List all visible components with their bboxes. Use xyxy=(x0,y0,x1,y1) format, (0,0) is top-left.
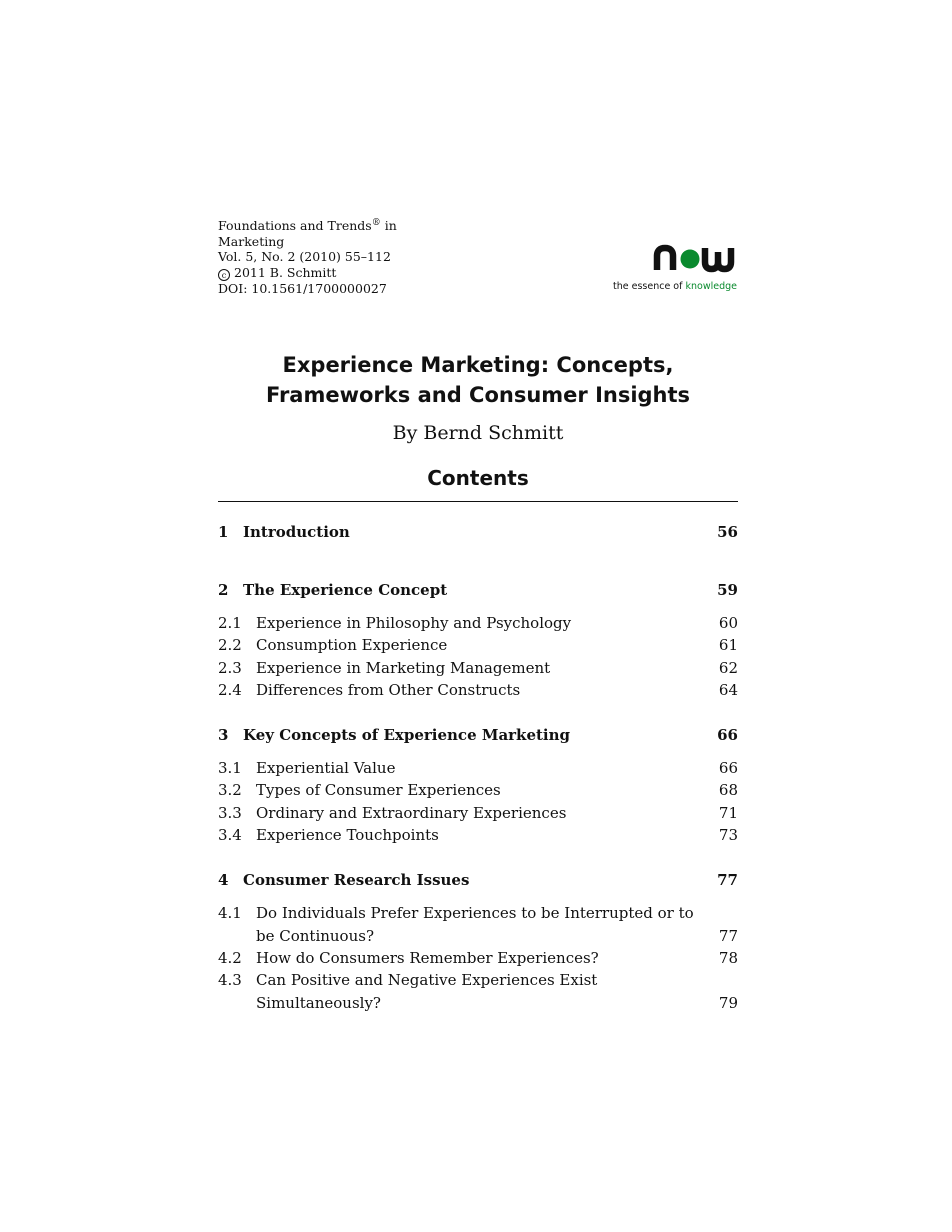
section-number: 2.1 xyxy=(218,614,242,632)
toc-chapter[interactable] xyxy=(218,723,738,747)
toc-section[interactable] xyxy=(218,947,738,969)
copyright-line: c 2011 B. Schmitt xyxy=(218,265,397,281)
toc-section[interactable] xyxy=(218,757,738,779)
section-title: Can Positive and Negative Experiences Exist Simultaneously? xyxy=(256,971,598,1012)
section-title: Do Individuals Prefer Experiences to be Interrupted or to be Continuous? xyxy=(256,904,694,945)
chapter-page-number: 56 xyxy=(717,523,738,541)
logo-tagline: the essence of knowledge xyxy=(613,281,737,292)
author-line: By Bernd Schmitt xyxy=(392,422,564,444)
copyright-icon: c xyxy=(218,269,230,281)
section-title: Types of Consumer Experiences xyxy=(256,781,501,800)
contents-divider xyxy=(218,501,738,502)
section-page-number: 60 xyxy=(718,614,738,632)
section-page-number: 66 xyxy=(718,759,738,778)
section-number: 4.1 xyxy=(218,904,242,923)
section-page-number: 78 xyxy=(718,948,738,967)
section-number: 3.1 xyxy=(218,759,242,778)
toc-section[interactable] xyxy=(218,969,738,1014)
contents-heading: Contents xyxy=(427,466,529,490)
section-number: 4.2 xyxy=(218,948,242,967)
section-number: 2.3 xyxy=(218,658,242,677)
chapter-title: Consumer Research Issues xyxy=(243,871,470,890)
chapter-title: Introduction xyxy=(243,523,350,541)
chapter-page-number: 77 xyxy=(717,871,738,890)
section-number: 2.2 xyxy=(218,636,242,655)
section-title: Experiential Value xyxy=(256,759,396,778)
section-page-number: 79 xyxy=(718,993,738,1012)
section-title: Experience in Marketing Management xyxy=(256,658,551,677)
toc-chapter[interactable] xyxy=(218,520,738,544)
registered-mark: ® xyxy=(371,217,381,228)
journal-line: Foundations and Trends® in xyxy=(218,217,397,233)
document-title xyxy=(218,350,738,410)
toc-section[interactable] xyxy=(218,902,738,947)
section-title: Consumption Experience xyxy=(256,636,448,655)
table-of-contents xyxy=(218,520,738,1014)
chapter-page-number: 59 xyxy=(717,581,738,599)
section-title: How do Consumers Remember Experiences? xyxy=(256,948,599,967)
section-page-number: 73 xyxy=(718,826,738,845)
section-title: Ordinary and Extraordinary Experiences xyxy=(256,803,567,822)
doi-line: DOI: 10.1561/1700000027 xyxy=(218,280,387,296)
journal-field: Marketing xyxy=(218,233,285,249)
publication-metadata xyxy=(218,218,397,296)
toc-chapter[interactable] xyxy=(218,868,738,892)
volume-line: Vol. 5, No. 2 (2010) 55–112 xyxy=(218,249,391,264)
toc-section[interactable] xyxy=(218,657,738,679)
toc-section[interactable] xyxy=(218,679,738,701)
section-page-number: 62 xyxy=(718,658,738,677)
toc-section[interactable] xyxy=(218,634,738,656)
section-title: Experience Touchpoints xyxy=(256,826,439,845)
toc-section[interactable] xyxy=(218,824,738,846)
section-page-number: 61 xyxy=(718,636,738,655)
chapter-number: 1 xyxy=(218,523,229,541)
chapter-title: The Experience Concept xyxy=(243,581,448,599)
toc-section[interactable] xyxy=(218,612,738,634)
section-page-number: 68 xyxy=(718,781,738,800)
chapter-number: 4 xyxy=(218,871,229,890)
toc-chapter[interactable] xyxy=(218,578,738,602)
toc-section[interactable] xyxy=(218,779,738,801)
toc-section[interactable] xyxy=(218,802,738,824)
section-page-number: 77 xyxy=(718,926,738,945)
section-number: 3.2 xyxy=(218,781,242,800)
chapter-page-number: 66 xyxy=(717,726,738,745)
section-number: 3.4 xyxy=(218,826,242,845)
section-page-number: 71 xyxy=(718,803,738,822)
chapter-number: 2 xyxy=(218,581,229,599)
section-title: Differences from Other Constructs xyxy=(256,680,521,699)
title-line-1: Experience Marketing: Concepts, xyxy=(282,353,674,377)
chapter-title: Key Concepts of Experience Marketing xyxy=(243,726,571,745)
chapter-number: 3 xyxy=(218,726,229,745)
section-page-number: 64 xyxy=(718,680,738,699)
section-title: Experience in Philosophy and Psychology xyxy=(256,614,572,632)
now-publishers-logo xyxy=(608,238,738,294)
title-line-2: Frameworks and Consumer Insights xyxy=(265,383,691,407)
section-number: 2.4 xyxy=(218,680,242,699)
section-number: 3.3 xyxy=(218,803,242,822)
section-number: 4.3 xyxy=(218,971,242,990)
